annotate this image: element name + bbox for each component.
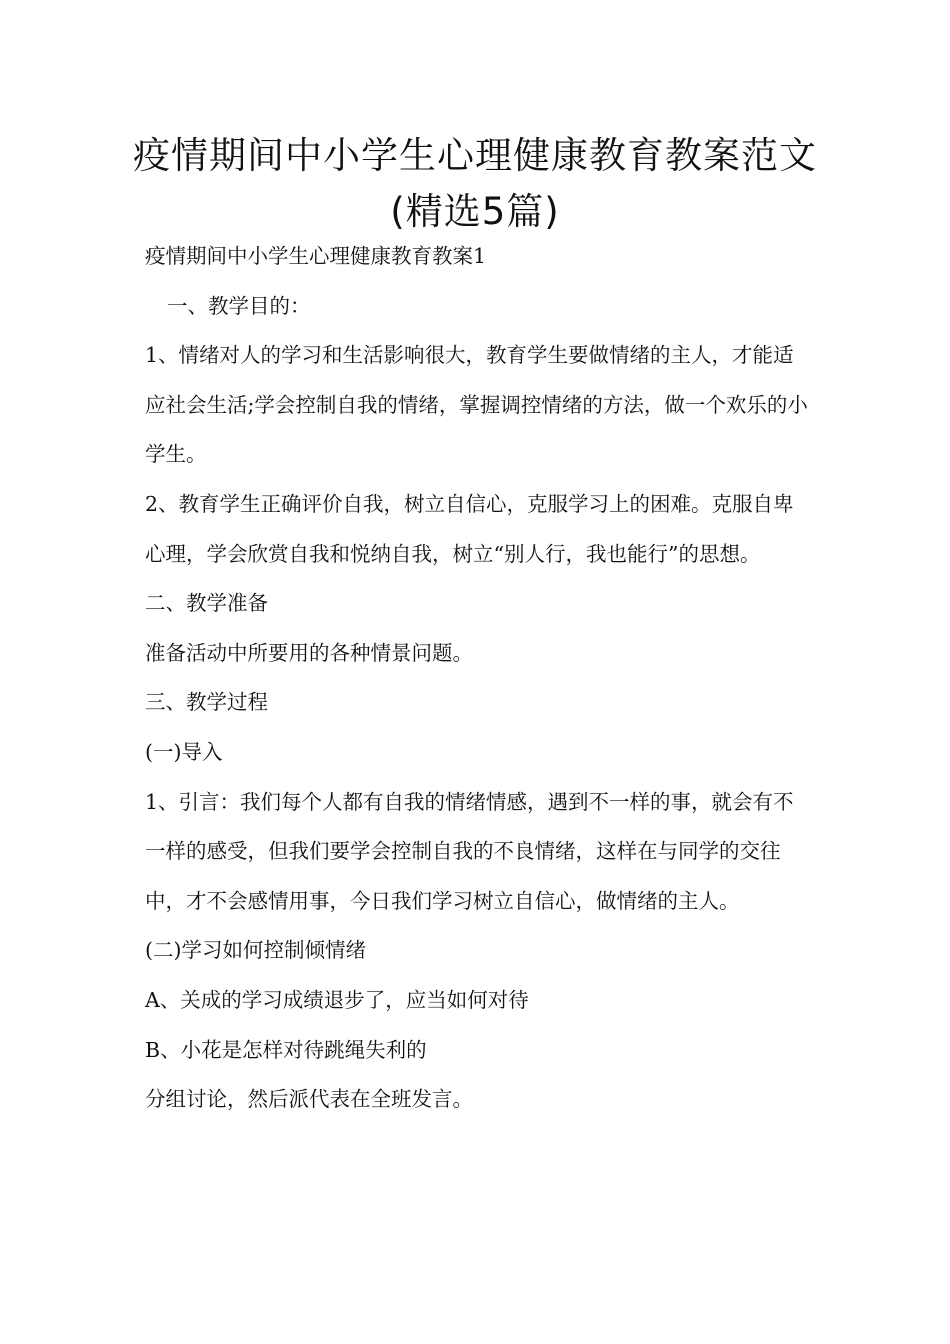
- paragraph-goal-1: 1、情绪对人的学习和生活影响很大，教育学生要做情绪的主人，才能适应社会生活;学会控制自我的情绪，掌握调控情绪的方法，做一个欢乐的小学生。: [145, 343, 808, 467]
- paragraph-introduction: 1、引言：我们每个人都有自我的情绪情感，遇到不一样的事，就会有不一样的感受，但我们要学会控制自我的不良情绪，这样在与同学的交往中，才不会感情用事，今日我们学习树立自信心，做情绪的主人。: [145, 789, 794, 913]
- subheading-emotion-control: (二)学习如何控制倾情绪: [145, 938, 366, 963]
- section-heading-lesson-1: 疫情期间中小学生心理健康教育教案1: [145, 244, 487, 268]
- document-body: [145, 232, 810, 1125]
- section-heading-process: 三、教学过程: [145, 690, 268, 715]
- section-heading-preparation: 二、教学准备: [145, 591, 268, 616]
- list-item-b: B、小花是怎样对待跳绳失利的: [145, 1037, 427, 1062]
- list-item-a: A、关成的学习成绩退步了，应当如何对待: [145, 987, 529, 1012]
- paragraph-goal-2: 2、教育学生正确评价自我，树立自信心，克服学习上的困难。克服自卑心理，学会欣赏自我和悦纳自我，树立“别人行，我也能行”的思想。: [145, 491, 794, 566]
- paragraph-preparation: 准备活动中所要用的各种情景问题。: [145, 640, 473, 665]
- subheading-introduction: (一)导入: [145, 739, 223, 764]
- document-title: 疫情期间中小学生心理健康教育教案范文(精选5篇): [133, 134, 817, 233]
- paragraph-group-discussion: 分组讨论，然后派代表在全班发言。: [145, 1087, 473, 1112]
- section-heading-teaching-goals: 一、教学目的：: [167, 293, 311, 318]
